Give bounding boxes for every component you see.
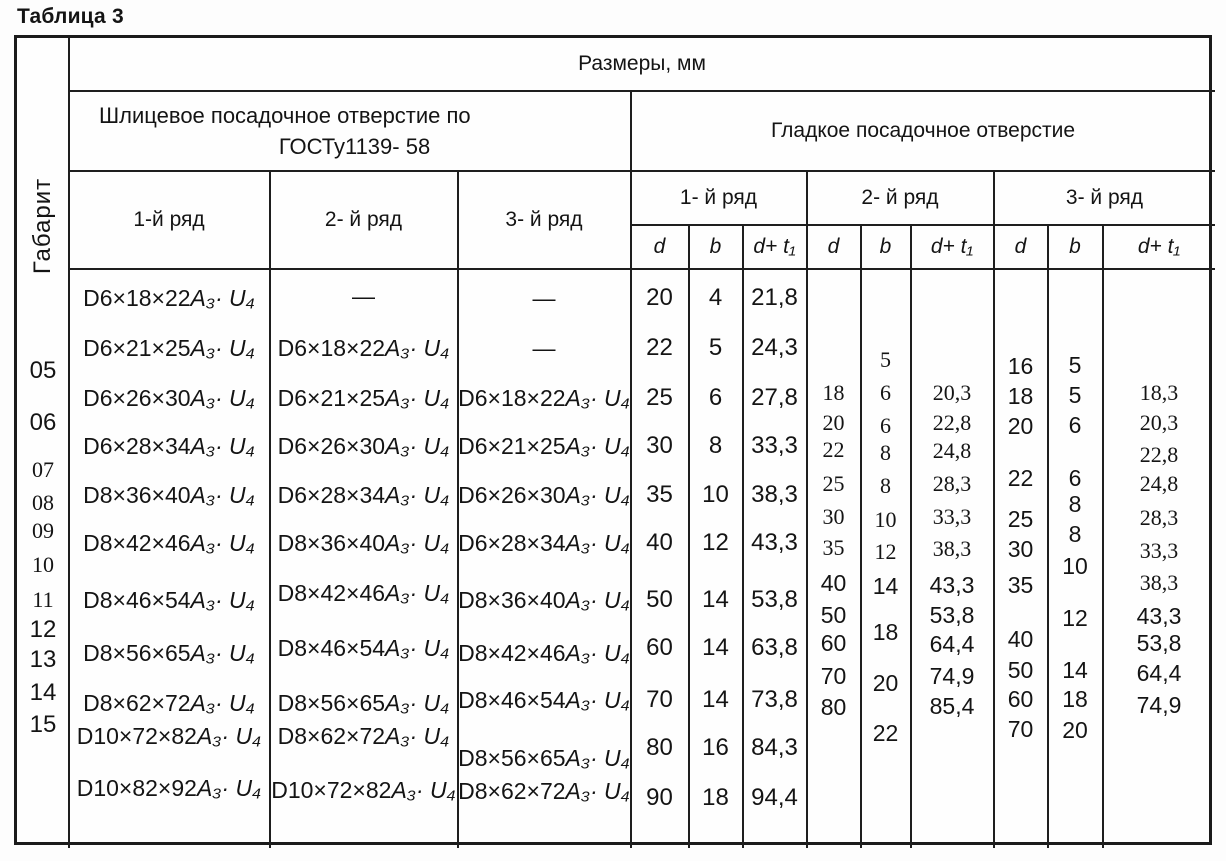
smooth3-b-header: [1048, 225, 1102, 268]
b-label: b: [709, 234, 722, 258]
cell-value: D8×42×46A₃· U₄: [277, 580, 450, 606]
cell-value: D8×46×54A₃· U₄: [83, 587, 255, 613]
cell-value: 21,8: [751, 284, 798, 311]
cell-value: 8: [880, 473, 891, 498]
cell-value: 18: [702, 784, 729, 811]
smooth-row3-label: 3- й ряд: [1065, 185, 1144, 209]
cell-value: 60: [646, 634, 673, 661]
cell-value: 16: [1007, 353, 1034, 379]
cell-value: D6×28×34A₃· U₄: [458, 530, 630, 556]
cell-value: 11: [32, 587, 54, 612]
cell-value: 12: [1062, 605, 1088, 631]
dt-label: d+ t₁: [930, 234, 974, 258]
spline-row1-label: 1-й ряд: [133, 207, 205, 231]
cell-value: 28,3: [1139, 505, 1179, 530]
cell-value: 5: [1068, 352, 1082, 378]
cell-value: 8: [1068, 491, 1082, 517]
cell-value: 40: [646, 529, 673, 556]
cell-value: 43,3: [929, 572, 975, 598]
smooth2-d-list: [807, 269, 860, 848]
cell-value: 25: [822, 471, 845, 496]
cell-value: 8: [880, 440, 891, 465]
cell-value: 38,3: [751, 481, 798, 508]
smooth3-dt-list: [1103, 269, 1215, 848]
dimensions-table: [14, 35, 1212, 845]
cell-value: 74,9: [929, 663, 975, 689]
cell-value: 22,8: [1139, 442, 1179, 467]
cell-value: 07: [32, 457, 54, 482]
cell-value: 70: [1007, 716, 1034, 742]
cell-value: 80: [820, 694, 847, 720]
cell-value: —: [532, 335, 556, 361]
cell-value: 10: [32, 552, 54, 577]
cell-value: 38,3: [932, 536, 972, 561]
cell-value: 22,8: [932, 410, 972, 435]
cell-value: D6×18×22A₃· U₄: [83, 285, 255, 311]
cell-value: 84,3: [751, 734, 798, 761]
smooth1-dt-header: [743, 225, 806, 268]
cell-value: 18: [1007, 383, 1034, 409]
cell-value: 20: [822, 410, 845, 435]
cell-value: 60: [820, 630, 847, 656]
cell-value: 05: [29, 357, 57, 384]
cell-value: 06: [29, 409, 57, 436]
cell-value: 22: [646, 334, 673, 361]
smooth3-d-header: [994, 225, 1047, 268]
cell-value: 74,9: [1136, 692, 1182, 718]
header-smooth-bore: [631, 91, 1215, 170]
cell-value: 6: [1068, 412, 1082, 438]
cell-value: 12: [29, 616, 57, 643]
cell-value: D8×36×40A₃· U₄: [83, 482, 255, 508]
cell-value: D6×28×34A₃· U₄: [83, 433, 255, 459]
cell-value: 10: [1062, 553, 1088, 579]
cell-value: D8×62×72A₃· U₄: [458, 778, 630, 804]
smooth-row3-header: [994, 171, 1215, 224]
cell-value: 43,3: [1136, 603, 1182, 629]
cell-value: —: [352, 283, 375, 309]
cell-value: 25: [1007, 506, 1034, 532]
smooth1-b-header: [689, 225, 742, 268]
cell-value: 12: [702, 529, 729, 556]
cell-value: 10: [702, 481, 729, 508]
cell-value: 8: [708, 432, 723, 459]
cell-value: 6: [1068, 465, 1082, 491]
cell-value: 6: [880, 413, 891, 438]
spline-col3-list: [458, 269, 630, 848]
cell-value: 14: [702, 634, 729, 661]
spline-row2-header: [270, 171, 457, 268]
cell-value: D8×56×65A₃· U₄: [277, 690, 450, 716]
cell-value: 20: [1062, 717, 1088, 743]
cell-value: 14: [1062, 657, 1088, 683]
smooth1-d-header: [631, 225, 688, 268]
smooth3-dt-header: [1103, 225, 1215, 268]
cell-value: 40: [1007, 626, 1034, 652]
cell-value: D8×42×46A₃· U₄: [83, 530, 255, 556]
cell-value: D8×36×40A₃· U₄: [458, 587, 630, 613]
cell-value: 27,8: [751, 384, 798, 411]
cell-value: 33,3: [1139, 538, 1179, 563]
cell-value: 20: [1007, 413, 1034, 439]
gabarit-column-label: Габарит: [29, 177, 56, 275]
smooth-row1-header: [631, 171, 806, 224]
smooth3-b-list: [1048, 269, 1102, 848]
cell-value: 64,4: [1136, 660, 1182, 686]
cell-value: D6×18×22A₃· U₄: [458, 385, 630, 411]
smooth1-b-list: [689, 269, 742, 848]
b-label: b: [1069, 234, 1081, 258]
cell-value: D6×21×25A₃· U₄: [458, 433, 630, 459]
cell-value: D6×21×25A₃· U₄: [277, 385, 450, 411]
cell-value: 53,8: [1136, 630, 1182, 656]
cell-value: 13: [29, 646, 57, 673]
cell-value: 53,8: [751, 586, 798, 613]
cell-value: 20: [872, 670, 899, 696]
cell-value: D6×26×30A₃· U₄: [83, 385, 255, 411]
cell-value: 8: [1068, 521, 1082, 547]
header-sizes-label: Размеры, мм: [578, 52, 706, 75]
header-spline-bore: [69, 91, 630, 170]
cell-value: 53,8: [929, 602, 975, 628]
smooth1-d-list: [631, 269, 688, 848]
cell-value: 50: [646, 586, 673, 613]
cell-value: 14: [702, 686, 729, 713]
cell-value: 60: [1007, 686, 1034, 712]
cell-value: 14: [29, 679, 57, 706]
cell-value: 24,8: [1139, 471, 1179, 496]
smooth3-d-list: [994, 269, 1047, 848]
cell-value: 10: [874, 507, 897, 532]
cell-value: 33,3: [751, 432, 798, 459]
cell-value: 30: [646, 432, 673, 459]
d-label: d: [1014, 234, 1027, 258]
spline-row3-header: [458, 171, 630, 268]
cell-value: 90: [646, 784, 673, 811]
cell-value: 15: [29, 711, 57, 738]
cell-value: 09: [32, 518, 54, 543]
cell-value: D8×56×65A₃· U₄: [83, 640, 255, 666]
cell-value: D8×56×65A₃· U₄: [458, 745, 630, 771]
cell-value: D8×46×54A₃· U₄: [458, 687, 630, 713]
cell-value: 22: [1007, 465, 1034, 491]
header-spline-line2: ГОСТу1139- 58: [278, 133, 431, 159]
cell-value: 22: [822, 437, 845, 462]
smooth2-dt-header: [911, 225, 993, 268]
spline-row1-header: [69, 171, 269, 268]
cell-value: 35: [646, 481, 673, 508]
gabarit-values-list: [17, 38, 69, 848]
dt-label: d+ t₁: [753, 234, 796, 258]
spline-row3-label: 3- й ряд: [505, 207, 583, 231]
b-label: b: [879, 234, 892, 258]
smooth2-d-header: [807, 225, 860, 268]
cell-value: 18: [872, 619, 899, 645]
header-smooth-label: Гладкое посадочное отверстие: [770, 118, 1076, 142]
cell-value: 43,3: [751, 529, 798, 556]
d-label: d: [827, 234, 840, 258]
cell-value: 18: [1062, 686, 1088, 712]
smooth2-dt-list: [911, 269, 993, 848]
cell-value: 20: [646, 284, 673, 311]
cell-value: 40: [820, 570, 847, 596]
cell-value: D10×82×92A₃· U₄: [76, 775, 262, 801]
cell-value: 5: [1068, 382, 1082, 408]
cell-value: 38,3: [1139, 570, 1179, 595]
cell-value: 12: [874, 539, 897, 564]
cell-value: D8×62×72A₃· U₄: [83, 690, 255, 716]
cell-value: D10×72×82A₃· U₄: [271, 777, 456, 803]
cell-value: D8×46×54A₃· U₄: [277, 635, 450, 661]
cell-value: D10×72×82A₃· U₄: [76, 723, 262, 749]
cell-value: 35: [822, 535, 845, 560]
cell-value: 14: [872, 573, 899, 599]
cell-value: 73,8: [751, 686, 798, 713]
cell-value: D6×28×34A₃· U₄: [277, 482, 450, 508]
cell-value: 6: [880, 380, 891, 405]
cell-value: 30: [822, 504, 845, 529]
smooth-row1-label: 1- й ряд: [679, 185, 758, 209]
cell-value: 22: [872, 720, 899, 746]
cell-value: D8×42×46A₃· U₄: [458, 640, 630, 666]
header-sizes: [69, 38, 1215, 90]
cell-value: D6×21×25A₃· U₄: [83, 335, 255, 361]
cell-value: 6: [708, 384, 723, 411]
cell-value: 5: [880, 347, 891, 372]
spline-row2-label: 2- й ряд: [324, 207, 403, 231]
cell-value: 25: [646, 384, 673, 411]
cell-value: 70: [646, 686, 673, 713]
cell-value: 64,4: [929, 631, 975, 657]
cell-value: 94,4: [751, 784, 798, 811]
cell-value: 16: [702, 734, 729, 761]
cell-value: 20,3: [1139, 410, 1179, 435]
cell-value: D6×18×22A₃· U₄: [277, 335, 450, 361]
cell-value: 85,4: [929, 693, 975, 719]
cell-value: 50: [1007, 657, 1034, 683]
cell-value: 70: [820, 663, 847, 689]
cell-value: D6×26×30A₃· U₄: [277, 433, 450, 459]
cell-value: 50: [820, 602, 847, 628]
cell-value: D8×62×72A₃· U₄: [277, 723, 450, 749]
cell-value: 80: [646, 734, 673, 761]
d-label: d: [653, 234, 666, 258]
smooth-row2-header: [807, 171, 993, 224]
cell-value: 18: [822, 380, 845, 405]
cell-value: 08: [32, 490, 54, 515]
header-spline-line1: Шлицевое посадочное отверстие по: [99, 102, 471, 128]
cell-value: 35: [1007, 572, 1034, 598]
smooth-row2-label: 2- й ряд: [861, 185, 939, 209]
cell-value: 14: [702, 586, 729, 613]
cell-value: 18,3: [1139, 380, 1179, 405]
cell-value: 28,3: [932, 471, 972, 496]
cell-value: 30: [1007, 536, 1034, 562]
spline-col2-list: [270, 269, 457, 848]
spline-col1-list: [69, 269, 269, 848]
cell-value: —: [532, 285, 556, 311]
cell-value: 33,3: [932, 504, 972, 529]
table-caption: Таблица 3: [17, 5, 124, 28]
cell-value: 24,3: [751, 334, 798, 361]
smooth2-b-header: [861, 225, 910, 268]
smooth2-b-list: [861, 269, 910, 848]
dt-label: d+ t₁: [1137, 234, 1181, 258]
cell-value: D6×26×30A₃· U₄: [458, 482, 630, 508]
cell-value: 63,8: [751, 634, 798, 661]
cell-value: 20,3: [932, 380, 972, 405]
cell-value: D8×36×40A₃· U₄: [277, 530, 450, 556]
cell-value: 5: [708, 334, 723, 361]
cell-value: 24,8: [932, 438, 972, 463]
smooth1-dt-list: [743, 269, 806, 848]
cell-value: 4: [708, 284, 723, 311]
